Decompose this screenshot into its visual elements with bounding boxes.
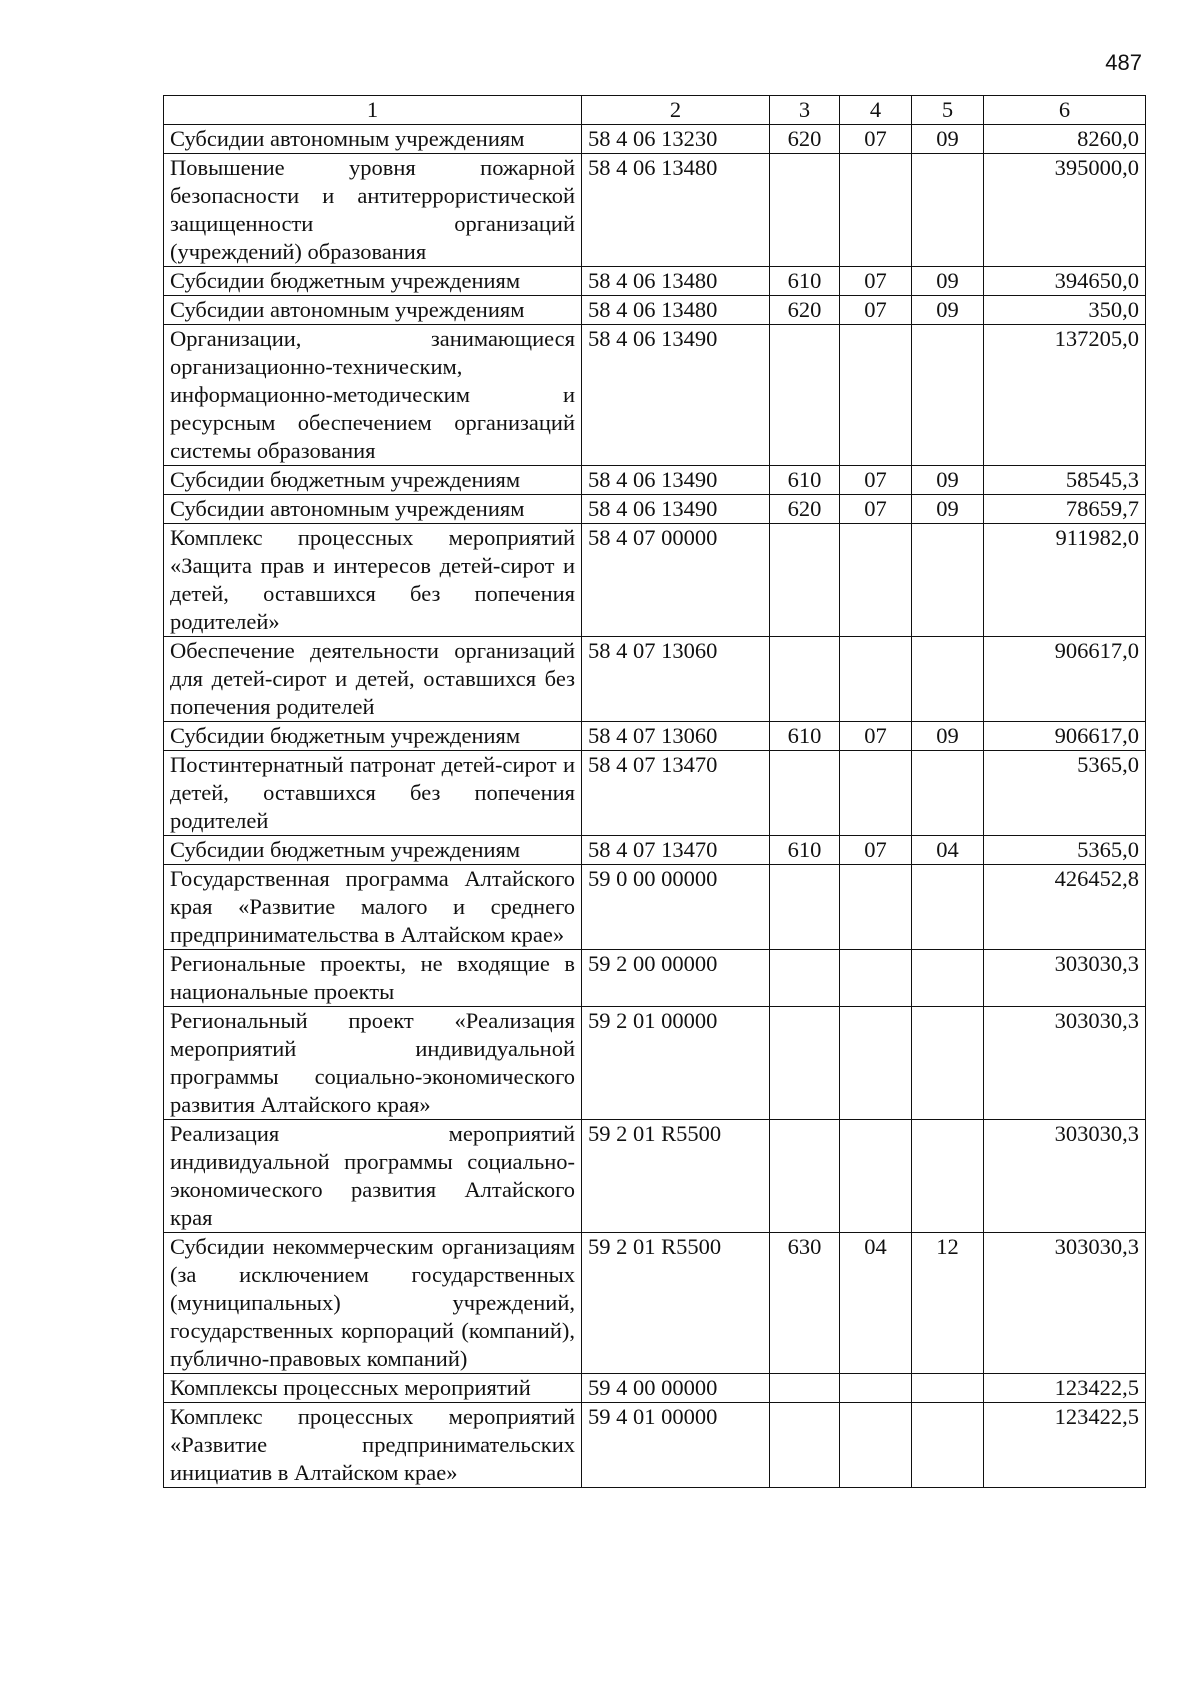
subsection-cell: 04 bbox=[912, 836, 984, 865]
section-cell bbox=[840, 637, 912, 722]
amount-cell: 911982,0 bbox=[984, 524, 1146, 637]
target-code-cell: 58 4 06 13480 bbox=[582, 154, 770, 267]
expense-type-cell bbox=[770, 950, 840, 1007]
table-row bbox=[164, 1374, 1146, 1403]
item-name-cell: Государственная программа Алтайского края «Развитие малого и среднего предпринимательства в Алтайском крае» bbox=[164, 865, 582, 950]
section-cell bbox=[840, 325, 912, 466]
target-code-cell: 59 0 00 00000 bbox=[582, 865, 770, 950]
amount-cell: 78659,7 bbox=[984, 495, 1146, 524]
expense-type-cell: 630 bbox=[770, 1233, 840, 1374]
subsection-cell bbox=[912, 1120, 984, 1233]
target-code-cell: 59 4 00 00000 bbox=[582, 1374, 770, 1403]
target-code-cell: 58 4 06 13230 bbox=[582, 125, 770, 154]
amount-cell: 303030,3 bbox=[984, 1007, 1146, 1120]
item-name-cell: Региональные проекты, не входящие в национальные проекты bbox=[164, 950, 582, 1007]
amount-cell: 58545,3 bbox=[984, 466, 1146, 495]
subsection-cell bbox=[912, 325, 984, 466]
item-name-cell: Комплексы процессных мероприятий bbox=[164, 1374, 582, 1403]
table-body bbox=[164, 125, 1146, 1488]
target-code-cell: 58 4 06 13480 bbox=[582, 296, 770, 325]
table-row bbox=[164, 325, 1146, 466]
subsection-cell bbox=[912, 1374, 984, 1403]
amount-cell: 906617,0 bbox=[984, 637, 1146, 722]
subsection-cell: 09 bbox=[912, 495, 984, 524]
amount-cell: 8260,0 bbox=[984, 125, 1146, 154]
section-cell: 07 bbox=[840, 296, 912, 325]
target-code-cell: 59 4 01 00000 bbox=[582, 1403, 770, 1488]
expense-type-cell bbox=[770, 1403, 840, 1488]
subsection-cell bbox=[912, 1403, 984, 1488]
amount-cell: 123422,5 bbox=[984, 1403, 1146, 1488]
subsection-cell bbox=[912, 865, 984, 950]
header-cell-6: 6 bbox=[984, 96, 1146, 125]
amount-cell: 906617,0 bbox=[984, 722, 1146, 751]
table-row bbox=[164, 722, 1146, 751]
item-name-cell: Обеспечение деятельности организаций для детей-сирот и детей, оставшихся без попечения родителей bbox=[164, 637, 582, 722]
item-name-cell: Повышение уровня пожарной безопасности и антитеррористической защищенности организаций (учреждений) образования bbox=[164, 154, 582, 267]
amount-cell: 137205,0 bbox=[984, 325, 1146, 466]
header-row bbox=[164, 96, 1146, 125]
table-row bbox=[164, 865, 1146, 950]
table-row bbox=[164, 267, 1146, 296]
budget-table bbox=[163, 95, 1146, 1488]
section-cell bbox=[840, 865, 912, 950]
subsection-cell bbox=[912, 524, 984, 637]
expense-type-cell bbox=[770, 865, 840, 950]
section-cell bbox=[840, 154, 912, 267]
page-number: 487 bbox=[1105, 50, 1142, 75]
target-code-cell: 58 4 06 13480 bbox=[582, 267, 770, 296]
section-cell: 07 bbox=[840, 466, 912, 495]
section-cell bbox=[840, 1007, 912, 1120]
expense-type-cell bbox=[770, 637, 840, 722]
table-row bbox=[164, 950, 1146, 1007]
target-code-cell: 59 2 01 R5500 bbox=[582, 1233, 770, 1374]
expense-type-cell bbox=[770, 1120, 840, 1233]
item-name-cell: Субсидии бюджетным учреждениям bbox=[164, 836, 582, 865]
section-cell: 07 bbox=[840, 267, 912, 296]
section-cell: 07 bbox=[840, 125, 912, 154]
item-name-cell: Субсидии некоммерческим организациям (за исключением государственных (муниципальных) учреждений, государственных корпораций (компаний), публично-правовых компаний) bbox=[164, 1233, 582, 1374]
target-code-cell: 58 4 06 13490 bbox=[582, 466, 770, 495]
table-row bbox=[164, 524, 1146, 637]
amount-cell: 5365,0 bbox=[984, 751, 1146, 836]
expense-type-cell bbox=[770, 751, 840, 836]
expense-type-cell bbox=[770, 524, 840, 637]
table-row bbox=[164, 296, 1146, 325]
target-code-cell: 59 2 00 00000 bbox=[582, 950, 770, 1007]
table-row bbox=[164, 466, 1146, 495]
header-cell-1: 1 bbox=[164, 96, 582, 125]
item-name-cell: Реализация мероприятий индивидуальной программы социально-экономического развития Алтайского края bbox=[164, 1120, 582, 1233]
amount-cell: 303030,3 bbox=[984, 950, 1146, 1007]
header-cell-3: 3 bbox=[770, 96, 840, 125]
item-name-cell: Региональный проект «Реализация мероприятий индивидуальной программы социально-экономического развития Алтайского края» bbox=[164, 1007, 582, 1120]
item-name-cell: Комплекс процессных мероприятий «Развитие предпринимательских инициатив в Алтайском крае» bbox=[164, 1403, 582, 1488]
subsection-cell bbox=[912, 751, 984, 836]
expense-type-cell bbox=[770, 1007, 840, 1120]
header-cell-2: 2 bbox=[582, 96, 770, 125]
section-cell: 04 bbox=[840, 1233, 912, 1374]
item-name-cell: Субсидии бюджетным учреждениям bbox=[164, 267, 582, 296]
expense-type-cell: 610 bbox=[770, 466, 840, 495]
table-row bbox=[164, 125, 1146, 154]
section-cell bbox=[840, 524, 912, 637]
amount-cell: 303030,3 bbox=[984, 1120, 1146, 1233]
expense-type-cell bbox=[770, 1374, 840, 1403]
amount-cell: 350,0 bbox=[984, 296, 1146, 325]
amount-cell: 394650,0 bbox=[984, 267, 1146, 296]
header-cell-4: 4 bbox=[840, 96, 912, 125]
target-code-cell: 58 4 06 13490 bbox=[582, 325, 770, 466]
subsection-cell: 09 bbox=[912, 722, 984, 751]
expense-type-cell: 620 bbox=[770, 495, 840, 524]
subsection-cell: 09 bbox=[912, 267, 984, 296]
section-cell bbox=[840, 1374, 912, 1403]
table-row bbox=[164, 154, 1146, 267]
section-cell bbox=[840, 1403, 912, 1488]
subsection-cell: 09 bbox=[912, 466, 984, 495]
item-name-cell: Постинтернатный патронат детей-сирот и детей, оставшихся без попечения родителей bbox=[164, 751, 582, 836]
target-code-cell: 58 4 07 00000 bbox=[582, 524, 770, 637]
target-code-cell: 58 4 07 13060 bbox=[582, 722, 770, 751]
item-name-cell: Субсидии автономным учреждениям bbox=[164, 125, 582, 154]
header-cell-5: 5 bbox=[912, 96, 984, 125]
expense-type-cell: 620 bbox=[770, 125, 840, 154]
target-code-cell: 59 2 01 00000 bbox=[582, 1007, 770, 1120]
item-name-cell: Субсидии бюджетным учреждениям bbox=[164, 466, 582, 495]
table-row bbox=[164, 836, 1146, 865]
table-row bbox=[164, 1120, 1146, 1233]
table-row bbox=[164, 1233, 1146, 1374]
subsection-cell: 09 bbox=[912, 125, 984, 154]
section-cell: 07 bbox=[840, 495, 912, 524]
target-code-cell: 59 2 01 R5500 bbox=[582, 1120, 770, 1233]
expense-type-cell bbox=[770, 325, 840, 466]
expense-type-cell: 610 bbox=[770, 836, 840, 865]
expense-type-cell: 620 bbox=[770, 296, 840, 325]
section-cell: 07 bbox=[840, 722, 912, 751]
table-row bbox=[164, 1403, 1146, 1488]
table-row bbox=[164, 637, 1146, 722]
target-code-cell: 58 4 06 13490 bbox=[582, 495, 770, 524]
section-cell: 07 bbox=[840, 836, 912, 865]
subsection-cell: 09 bbox=[912, 296, 984, 325]
expense-type-cell bbox=[770, 154, 840, 267]
section-cell bbox=[840, 1120, 912, 1233]
table-row bbox=[164, 495, 1146, 524]
amount-cell: 5365,0 bbox=[984, 836, 1146, 865]
subsection-cell bbox=[912, 950, 984, 1007]
subsection-cell bbox=[912, 637, 984, 722]
subsection-cell bbox=[912, 1007, 984, 1120]
amount-cell: 426452,8 bbox=[984, 865, 1146, 950]
amount-cell: 395000,0 bbox=[984, 154, 1146, 267]
subsection-cell: 12 bbox=[912, 1233, 984, 1374]
expense-type-cell: 610 bbox=[770, 267, 840, 296]
target-code-cell: 58 4 07 13060 bbox=[582, 637, 770, 722]
item-name-cell: Субсидии бюджетным учреждениям bbox=[164, 722, 582, 751]
expense-type-cell: 610 bbox=[770, 722, 840, 751]
amount-cell: 303030,3 bbox=[984, 1233, 1146, 1374]
item-name-cell: Субсидии автономным учреждениям bbox=[164, 296, 582, 325]
item-name-cell: Комплекс процессных мероприятий «Защита прав и интересов детей-сирот и детей, оставшихся без попечения родителей» bbox=[164, 524, 582, 637]
amount-cell: 123422,5 bbox=[984, 1374, 1146, 1403]
item-name-cell: Субсидии автономным учреждениям bbox=[164, 495, 582, 524]
target-code-cell: 58 4 07 13470 bbox=[582, 836, 770, 865]
section-cell bbox=[840, 950, 912, 1007]
subsection-cell bbox=[912, 154, 984, 267]
table-row bbox=[164, 751, 1146, 836]
target-code-cell: 58 4 07 13470 bbox=[582, 751, 770, 836]
item-name-cell: Организации, занимающиеся организационно-техническим, информационно-методическим и ресурсным обеспечением организаций системы образования bbox=[164, 325, 582, 466]
table-row bbox=[164, 1007, 1146, 1120]
section-cell bbox=[840, 751, 912, 836]
